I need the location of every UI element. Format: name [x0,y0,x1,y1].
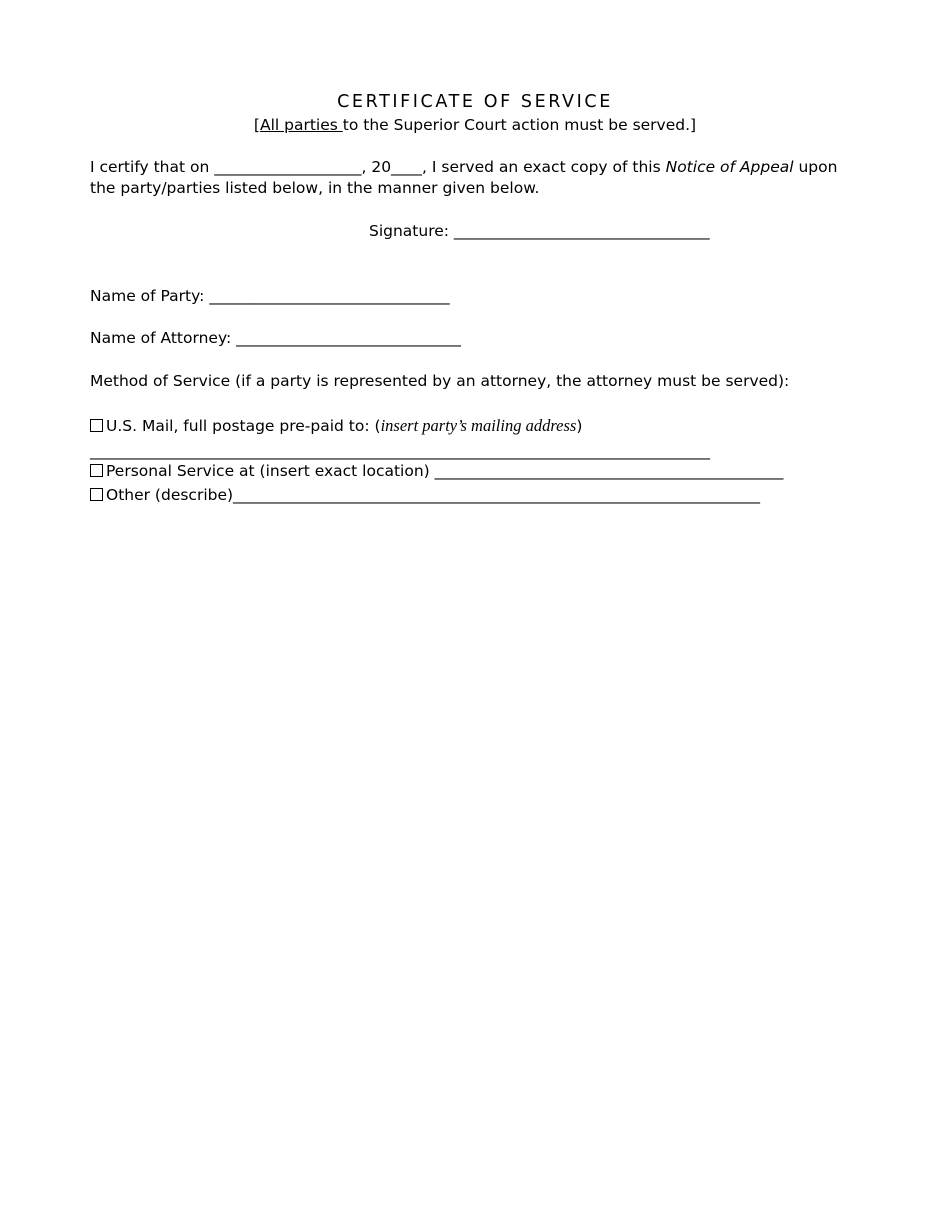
notice-of-appeal: Notice of Appeal [665,158,794,176]
option-us-mail[interactable] [90,416,582,436]
document-subtitle [0,115,950,135]
subtitle-all-parties: All parties [259,116,343,134]
subtitle-bracket-open: [ [253,116,260,134]
other-label: Other (describe)____________________________________________________________________ [106,486,761,504]
name-of-attorney-field[interactable]: Name of Attorney: _____________________________ [90,329,461,347]
method-of-service-label: Method of Service (if a party is represented by an attorney, the attorney must be served): [90,372,790,390]
signature-field[interactable]: Signature: _________________________________ [369,222,710,240]
option-personal-service[interactable] [90,461,783,481]
mailing-address-hint: insert party’s mailing address [380,416,577,435]
mailing-address-field[interactable]: ________________________________________________________________________________ [90,442,710,460]
subtitle-rest: to the Superior Court action must be served.] [342,116,697,134]
other-checkbox[interactable] [90,488,103,501]
personal-service-label: Personal Service at (insert exact location) _____________________________________________ [106,462,784,480]
us-mail-close: ) [576,417,583,435]
document-title: CERTIFICATE OF SERVICE [337,92,613,112]
name-of-party-field[interactable]: Name of Party: _______________________________ [90,287,450,305]
certify-text-before: I certify that on ___________________, 20____, I served an exact copy of this [90,158,666,176]
certify-text-after: upon [793,158,838,176]
certify-line-2: the party/parties listed below, in the manner given below. [90,179,540,197]
us-mail-checkbox[interactable] [90,419,103,432]
option-other[interactable] [90,485,760,505]
personal-service-checkbox[interactable] [90,464,103,477]
certify-line-1 [90,157,837,177]
us-mail-label: U.S. Mail, full postage pre-paid to: ( [106,417,381,435]
